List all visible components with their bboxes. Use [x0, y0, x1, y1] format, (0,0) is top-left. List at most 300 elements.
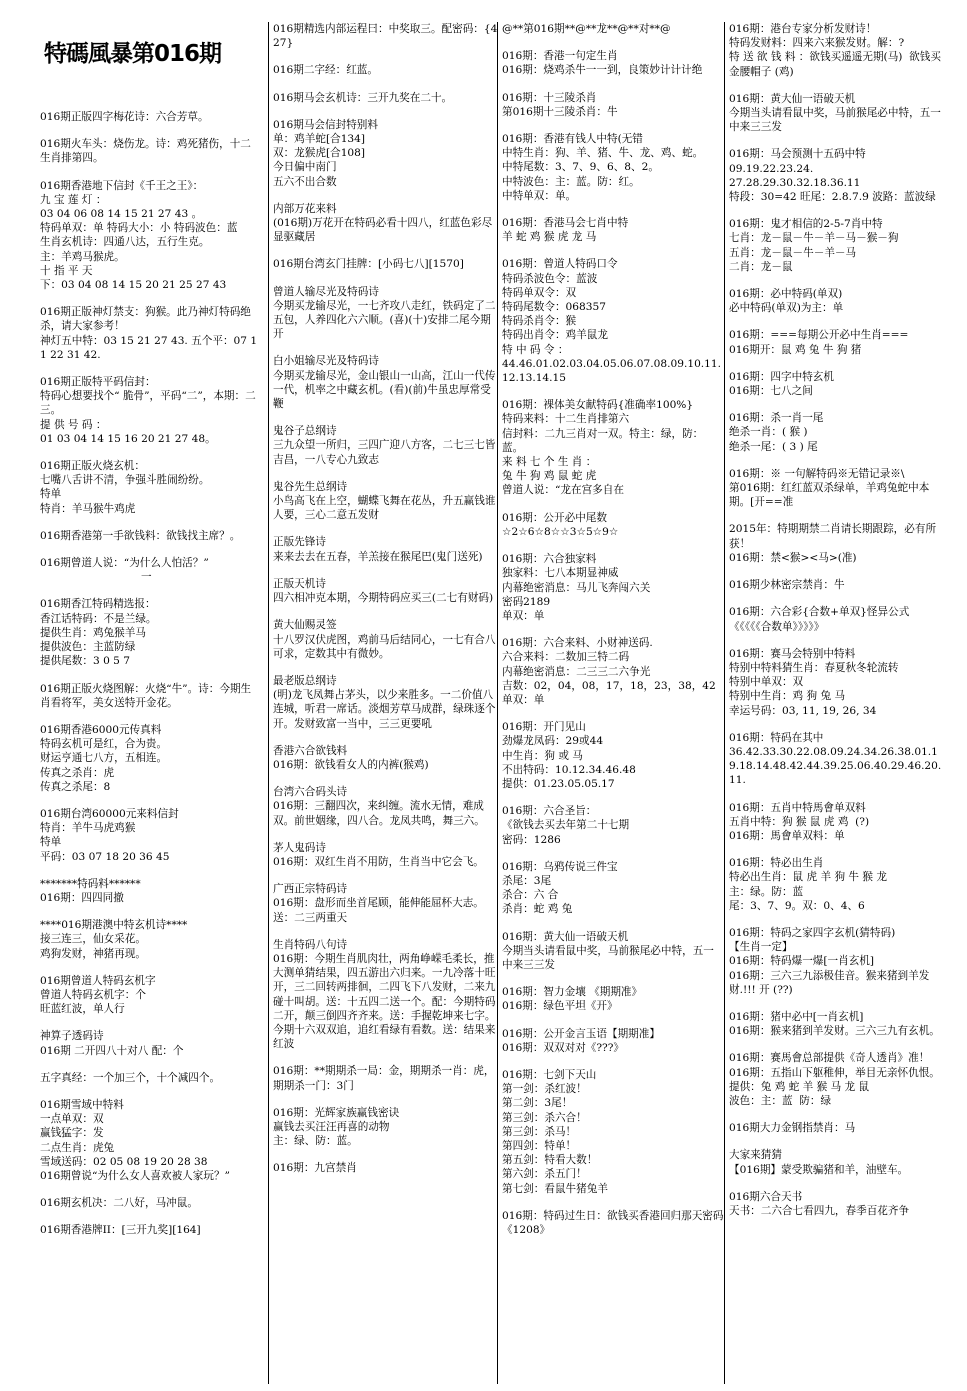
text-line: 独家料：七八本期显神威: [502, 567, 619, 580]
text-block: [273, 257, 499, 271]
text-line: 《《《《《合数单》》》》》: [729, 620, 825, 633]
text-block: [40, 556, 260, 584]
text-block: [729, 605, 947, 633]
text-block: [40, 179, 260, 293]
text-line: 第一剑：杀红波！: [502, 1083, 587, 1096]
text-line: 幸运号码：03, 11, 19, 26, 34: [729, 704, 877, 717]
text-line: 第016期十三陵杀肖：牛: [502, 105, 618, 118]
text-line: 传真之杀肖：虎: [40, 766, 115, 779]
text-line: 雪域送码：02 05 08 19 20 28 38: [40, 1155, 208, 1168]
text-line: 第016期：红红蓝双杀绿单，羊鸡兔蛇中本期。[开==准: [729, 482, 930, 509]
text-line: 白小姐输尽光及特码诗: [273, 355, 379, 368]
text-line: 中特波色：主：蓝。防：红。: [502, 175, 640, 188]
text-line: 09.19.22.23.24.: [729, 162, 814, 175]
text-line: 特别中生肖：鸡 狗 兔 马: [729, 690, 846, 703]
text-line: 来 料 七 个 生 肖 ：: [502, 456, 597, 469]
text-line: 特别中特料猜生肖：春夏秋冬轮流转: [729, 661, 899, 674]
text-line: 第三剑：杀六合！: [502, 1111, 587, 1124]
text-line: 016期：必中特码(单双): [729, 288, 843, 301]
text-line: 今期当头请看鼠中奖，马前猴尾必中特，五一中来三三发: [729, 107, 941, 134]
text-line: 神算子透码诗: [40, 1030, 104, 1043]
text-line: 单双：单: [502, 693, 545, 706]
text-line: 传真之杀尾：8: [40, 780, 111, 793]
text-line: 016期马会信封特别料: [273, 118, 378, 131]
text-line: 016期台湾60000元来料信封: [40, 807, 179, 820]
text-line: 十八罗汉伏虎图，鸡前马后结同心，一七有合八可求，定数其中有微妙。: [273, 633, 496, 660]
text-line: 016期：特码过生日：欲钱买香港回归那天密码《1208》: [502, 1209, 724, 1237]
text-line: 密码：1286: [502, 833, 561, 846]
text-line: 016期正版特平码信封：: [40, 376, 156, 389]
text-line: 提供波色：主蓝防绿: [40, 641, 136, 654]
text-line: 016期：今期生肖肌肉壮，两角峥嵘毛柔长，推大测单猜结果，四五游出六归来。一九冷落十旺开，三二回转两排徊，二四飞下八发财，二来九碰十叫胡。送：十五四二送一个。配：今期特码二开，颠三倒四齐齐来。送：手握乾坤来七字。今期十六双双追，追红看绿有看数。送：结果来红波: [273, 952, 496, 1051]
text-line: 正版天机诗: [273, 577, 326, 590]
text-line: 今期当头请看鼠中奖，马前猴尾必中特，五一中来三三发: [502, 944, 714, 971]
column-blocks: [273, 22, 499, 1176]
text-line: 特段：30=42 旺尾：2.8.7.9 波路：蓝波绿: [729, 191, 936, 204]
text-block: [502, 1027, 724, 1055]
text-line: 016期：特码爆一爆[一肖玄机]: [729, 955, 875, 968]
text-line: 特码玄机可是红，合为贵。: [40, 738, 168, 751]
text-line: 36.42.33.30.22.08.09.24.34.26.38.01.19.18.14.48.42.44.39.25.06.40.29.46.20.11.: [729, 745, 942, 787]
text-block: [40, 459, 260, 516]
text-block: [502, 985, 724, 1013]
text-line: 单双：单: [502, 609, 545, 622]
text-block: [273, 674, 499, 731]
text-line: 三九众望一所归，三四广迎八方客，二七三七皆吉昌，一八专心九致志: [273, 439, 496, 466]
column-3: [497, 22, 724, 1384]
text-line: 波色：主：蓝 防：绿: [729, 1094, 832, 1107]
text-block: [729, 467, 947, 510]
text-line: 不出特码：10.12.34.46.48: [502, 763, 636, 776]
text-line: 016期曾道人特码玄机字: [40, 974, 156, 987]
text-line: 016期：乌鸦传说三件宝: [502, 860, 618, 873]
text-line: 绝杀一肖：( 猴 ): [729, 426, 808, 439]
text-line: 27.28.29.30.32.18.36.11: [729, 176, 861, 189]
text-line: 赢钱去买汪汪再喜的动物: [273, 1120, 390, 1133]
text-line: 曾道人输尽光及特码诗: [273, 285, 379, 298]
text-line: 吉数：02，04，08，17，18，23，38，42: [502, 679, 716, 692]
text-line: 特单: [40, 836, 62, 849]
text-line: 特码尾数令：068357: [502, 301, 607, 314]
text-block: [502, 720, 724, 791]
text-line: 小鸟高飞在上空，蝴蝶飞舞在花丛，升五赢钱谁人要，三心二意五发财: [273, 495, 496, 522]
text-line: ☆2☆6☆8☆☆3☆5☆9☆: [502, 525, 619, 538]
text-block: [273, 202, 499, 245]
text-line: 016期：光辉家族赢钱密诀: [273, 1106, 400, 1119]
text-block: [273, 22, 499, 50]
text-line: 第五剑：特看大数！: [502, 1154, 598, 1167]
text-line: 特码来料：十二生肖排第六: [502, 413, 630, 426]
text-line: @**第016期**@**龙**@**对**@: [502, 23, 671, 35]
text-block: [729, 731, 947, 788]
text-block: [40, 682, 260, 710]
text-block: [502, 636, 724, 707]
text-line: 第三剑：杀马！: [502, 1125, 577, 1138]
text-block: [273, 354, 499, 411]
text-block: [729, 801, 947, 844]
text-line: 016期正版神灯禁支：狗猴。此乃神灯特码绝杀，请大家参考！: [40, 306, 251, 333]
text-block: [273, 1106, 499, 1149]
text-block: [502, 398, 724, 497]
text-line: 2015年：特期期禁二肖请长期跟踪，必有所获！: [729, 523, 937, 550]
column-4: [724, 22, 947, 1384]
text-block: [729, 92, 947, 135]
text-block: [273, 785, 499, 828]
text-block: [273, 938, 499, 1052]
text-line: 016期 二开四八十对八 配：个: [40, 1044, 184, 1057]
text-line: 五肖中特：狗 猴 鼠 虎 鸡 (?): [729, 815, 870, 828]
text-line: 绝杀一尾：( 3 ) 尾: [729, 440, 818, 453]
text-line: 杀尾：3尾: [502, 874, 552, 887]
text-line: 016期：香港一句定生肖: [502, 50, 618, 63]
text-block: [40, 807, 260, 864]
text-line: 特单: [40, 488, 62, 501]
text-block: [502, 22, 724, 36]
text-block: [40, 529, 260, 543]
text-line: 016期少林密宗禁肖：牛: [729, 579, 845, 592]
text-line: 主：羊鸡马猴虎。: [40, 250, 125, 263]
text-line: 016期：杀一肖一尾: [729, 412, 824, 425]
text-line: 中特单双：单。: [502, 189, 577, 202]
text-line: 鬼谷先生总纲诗: [273, 480, 348, 493]
text-line: 正版先锋诗: [273, 536, 326, 549]
text-line: 016期：双双对对《???》: [502, 1041, 625, 1054]
text-line: 016期：曾道人特码口令: [502, 258, 618, 271]
text-line: 016期：公开金言玉语【期期准】: [502, 1027, 660, 1040]
text-block: [273, 1064, 499, 1092]
text-line: 016期正版火烧图解：火烧“牛”。诗：今期生肖看将军，美女送特开金花。: [40, 682, 252, 709]
text-line: 兔 牛 狗 鸡 鼠 蛇 虎: [502, 470, 597, 483]
text-line: 016期：※ 一句解特码※无错记录※\: [729, 467, 905, 480]
text-line: 劲爆龙凤码：29或44: [502, 735, 604, 748]
text-block: [40, 1071, 260, 1085]
text-block: [40, 137, 260, 165]
text-line: 016期：特码在其中: [729, 731, 824, 744]
text-line: 016期：智力金壤 《期期准》: [502, 986, 643, 999]
text-line: 内部万花来料: [273, 202, 337, 215]
text-line: 第二剑：3尾！: [502, 1097, 573, 1110]
text-line: 下：03 04 08 14 15 20 21 25 27 43: [40, 279, 227, 292]
text-block: [273, 841, 499, 869]
text-block: [502, 132, 724, 203]
text-block: [502, 257, 724, 385]
text-line: 中特尾数：3、7、9、6、8、2。: [502, 161, 659, 174]
text-block: [273, 480, 499, 523]
text-line: 016期：盘形而坐首尾顾，能伸能屈杯大志。送：二三两重天: [273, 897, 484, 924]
text-line: 016期：香港有钱人中特(无错: [502, 133, 643, 146]
text-block: [40, 918, 260, 961]
text-line: 016期：三翻四次，来纠缠。流水无情，难成双。前世姻缘，四八合。龙凤共鸣，舞三六。: [273, 800, 485, 827]
text-line: 016期：公开必中尾数: [502, 511, 607, 524]
text-block: [729, 370, 947, 398]
text-line: 016期台湾玄门挂牌：[小码七八][1570]: [273, 258, 464, 271]
text-line: 一点单双：双: [40, 1113, 104, 1126]
text-line: ****016期港澳中特玄机诗****: [40, 919, 188, 932]
text-block: [729, 926, 947, 997]
text-line: 016期：双红生肖不用防，生肖当中它会飞。: [273, 855, 484, 868]
text-block: [729, 856, 947, 913]
text-line: 016期：禁<猴><马>(准): [729, 551, 857, 564]
column-blocks: [502, 22, 724, 1237]
text-block: [273, 577, 499, 605]
text-block: [502, 804, 724, 847]
text-line: 016期：绿色平坦《开》: [502, 1000, 618, 1013]
text-line: 016期：开门见山: [502, 721, 586, 734]
text-line: 特码杀波色令：蓝波: [502, 272, 598, 285]
text-line: 016期：===每期公开必中生肖===: [729, 329, 909, 342]
text-line: 016期曾说“为什么女人喜欢被人家玩？”: [40, 1169, 230, 1182]
text-block: [502, 91, 724, 119]
text-line: 016期香港第一手欲钱料：欲钱找主席？。: [40, 529, 241, 542]
text-line: 曾道人说：“龙在宫多自在: [502, 484, 624, 497]
text-line: 016期：猪中必中[一肖玄机]: [729, 1010, 864, 1023]
text-line: 天书：二六合七看四九，春季百花齐争: [729, 1205, 910, 1217]
text-line: 生肖特码八句诗: [273, 938, 348, 951]
text-line: 016期：六合来料、小财神送码.: [502, 637, 653, 650]
text-line: 杀合：六 合: [502, 889, 559, 902]
text-line: 第七剑：看鼠牛猪兔羊: [502, 1182, 608, 1195]
text-line: 内幕绝密消息：二三三二六争光: [502, 665, 651, 678]
text-block: [40, 305, 260, 362]
text-line: 单：鸡羊蛇[合134]: [273, 133, 366, 146]
text-block: [502, 552, 724, 623]
text-block: [273, 618, 499, 661]
column-blocks: [729, 22, 947, 1218]
text-line: 广西正宗特码诗: [273, 883, 348, 896]
text-block: [729, 1121, 947, 1135]
text-line: 03 04 06 08 14 15 21 27 43 。: [40, 208, 203, 221]
text-line: 特必出生肖：鼠 虎 羊 狗 牛 猴 龙: [729, 871, 887, 884]
text-line: 016期：特码之家四字玄机(猜特码): [729, 926, 896, 939]
text-line: 特 中 码 令 ：: [502, 343, 569, 356]
text-line: 二点生肖：虎兔: [40, 1141, 115, 1154]
text-block: [273, 118, 499, 189]
text-line: 016期：港台专家分析发财诗！: [729, 23, 877, 35]
text-line: 赢钱猛字：发: [40, 1127, 104, 1140]
text-block: [273, 1161, 499, 1175]
text-line: 特别中单双：双: [729, 676, 804, 689]
text-line: 《欲钱去买去年第二十七期: [502, 819, 630, 832]
text-line: 旺蓝红波，单人行: [40, 1003, 125, 1016]
text-block: [40, 1098, 260, 1183]
text-line: 016期：六合独家料: [502, 553, 597, 566]
text-line: 016期雪域中特料: [40, 1098, 124, 1111]
text-line: 016期：黄大仙一语破天机: [502, 930, 629, 943]
text-line: 016期二字经：红蓝。: [273, 64, 378, 77]
text-block: [729, 147, 947, 204]
text-block: [40, 877, 260, 905]
text-block: [273, 91, 499, 105]
text-block: [40, 1196, 260, 1210]
text-block: [502, 49, 724, 77]
text-line: 016期曾道人说：“为什么人怕活？”: [40, 557, 209, 570]
text-line: 生肖玄机诗：四通八达，五行生克。: [40, 236, 210, 249]
text-line: (明)龙飞凤舞占茅头，以少来胜多。一二价值八连城，听君一席话。淡烟芳草马成群，绿珠逐个开。发财致富一当中，三三更要吼: [273, 689, 496, 730]
text-block: [502, 860, 724, 917]
text-line: 大家来猜猜: [729, 1149, 782, 1162]
text-line: 016期火车头：烧伤龙。诗：鸡死猪伤，十二生肖排第四。: [40, 138, 251, 165]
text-block: [40, 974, 260, 1017]
text-block: [729, 578, 947, 592]
text-line: 016期开：鼠 鸡 兔 牛 狗 猪: [729, 343, 862, 356]
text-line: 【生肖一定】: [729, 941, 793, 954]
text-line: 羊 蛇 鸡 猴 虎 龙 马: [502, 231, 597, 244]
text-block: [729, 522, 947, 565]
text-line: 九 宝 莲 灯 ：: [40, 193, 107, 206]
text-line: 016期：猴来猪到羊发财。三六三九有玄机。: [729, 1025, 940, 1038]
text-line: 鬼谷子总纲诗: [273, 425, 337, 438]
text-block: [729, 22, 947, 79]
text-line: 提供：01.23.05.05.17: [502, 777, 615, 790]
text-line: 财运亨通七八方，五相连。: [40, 752, 168, 765]
text-block: [273, 535, 499, 563]
text-line: 44.46.01.02.03.04.05.06.07.08.09.10.11.12.13.14.15: [502, 357, 722, 385]
text-block: [502, 1068, 724, 1196]
text-line: 016期：三六三九添极佳音。猴来猪到羊发财.!!! 开 (??): [729, 969, 930, 996]
text-line: 第六剑：杀五门！: [502, 1168, 587, 1181]
text-line: 016期：烧鸡杀牛一一到，良策妙计计计绝: [502, 64, 703, 77]
text-block: [273, 424, 499, 467]
text-line: *******特码料******: [40, 877, 141, 890]
text-line: 密码2189: [502, 595, 551, 608]
text-block: [40, 597, 260, 668]
text-line: 016期：裸体美女献特码{准确率100%}: [502, 399, 694, 412]
text-block: [40, 1029, 260, 1057]
page-title: 特碼風暴第016期: [44, 41, 222, 67]
text-line: 曾道人特码玄机字：个: [40, 988, 146, 1001]
text-line: 016期香港地下信封《千王之王》：: [40, 179, 204, 192]
text-line: 双：龙猴虎[合108]: [273, 147, 366, 160]
text-line: 杀肖：蛇 鸡 兔: [502, 903, 573, 916]
text-block: [729, 1010, 947, 1038]
text-block: [40, 110, 260, 124]
text-line: 01 03 04 14 15 16 20 21 27 48。: [40, 432, 216, 445]
text-line: 016期：赛馬會总部提供《奇人透肖》准！: [729, 1052, 930, 1065]
text-block: [273, 63, 499, 77]
text-line: 016期：黄大仙一语破天机: [729, 92, 856, 105]
text-line: 提 供 号 码 ：: [40, 418, 107, 431]
text-line: 今期买龙输尽光，一七齐攻八走红，铁码定了二五包，人养四化六六顺。(喜)(十)安排二尾今期开: [273, 299, 496, 341]
text-line: 特肖：羊马猴牛鸡虎: [40, 502, 136, 515]
text-line: 016期玄机决：二八好，马冲鼠。: [40, 1197, 198, 1210]
text-line: 十 指 平 天: [40, 264, 93, 277]
text-line: 来来去去在五春，羊羔接在猴尾巴(鬼门送死): [273, 550, 483, 563]
text-line: 016期：七剑下天山: [502, 1068, 597, 1081]
column-2: [268, 22, 499, 1384]
text-line: 016期：特必出生肖: [729, 857, 824, 870]
text-line: 016期：欲钱看女人的内裤(猴鸡): [273, 758, 429, 771]
text-line: 第四剑：特单！: [502, 1140, 577, 1152]
text-line: 提供：兔 鸡 蛇 羊 猴 马 龙 鼠: [729, 1080, 870, 1093]
text-line: 016期香江特码精选报：: [40, 598, 156, 611]
text-line: 016期：五肖中特馬會单双料: [729, 801, 866, 814]
text-line: 016期：马会预测十五码中特: [729, 148, 866, 161]
text-line: 016期：六合圣旨：: [502, 805, 597, 818]
text-line: 特肖：羊牛马虎鸡猴: [40, 822, 136, 835]
text-block: [273, 744, 499, 772]
text-block: [40, 1223, 260, 1237]
text-line: 四六相冲克本期，今期特码应买三(二七有财码): [273, 592, 494, 605]
text-line: 特码出肖令：鸡羊鼠龙: [502, 329, 608, 342]
text-line: 七肖：龙－鼠－牛－羊－马－猴－狗: [729, 232, 899, 245]
column-blocks: [40, 110, 260, 1238]
text-line: 接三连三，仙女采花。: [40, 933, 146, 946]
text-block: [729, 1051, 947, 1108]
text-line: 特 送 欲 钱 料 ：欲钱买遥遥无期(马) 欲钱买金腰帽子 (鸡): [729, 51, 941, 78]
text-line: 七嘴八舌讲不清，争强斗胜闹纷纷。: [40, 474, 210, 487]
text-line: (016期)万花开在特码必看十四八，红蓝色彩尽显驱藏居: [273, 217, 493, 244]
text-line: 香江话特码：不是兰绿。: [40, 612, 157, 625]
text-block: [273, 285, 499, 342]
text-line: 【016期】蒙受欺骗猪和羊，油壁车。: [729, 1163, 909, 1176]
text-line: 016期香港牌II：[三开九奖][164]: [40, 1224, 201, 1237]
text-block: [729, 411, 947, 454]
text-line: 中生肖：狗 或 马: [502, 749, 583, 762]
text-line: 016期大力金钢指禁肖：马: [729, 1122, 856, 1135]
text-line: 016期：七八之间: [729, 385, 813, 398]
text-line: 五肖：龙－鼠－牛－羊－马: [729, 246, 857, 259]
text-line: 016期：十三陵杀肖: [502, 91, 597, 104]
text-line: 香港六合欲钱料: [273, 744, 348, 757]
text-block: [502, 1209, 724, 1237]
text-block: [40, 723, 260, 794]
text-line: 神灯五中特：03 15 21 27 43. 五个平：07 11 22 31 42.: [40, 334, 258, 361]
text-block: [502, 511, 724, 539]
text-block: [729, 217, 947, 274]
text-line: 016期六合天书: [729, 1190, 803, 1203]
text-line: 黄大仙赐灵签: [273, 619, 337, 632]
text-line: 016期：香港马会七肖中特: [502, 217, 629, 230]
text-line: 016期：五指山下躯稚伸，举目无亲怀仇恨。: [729, 1066, 940, 1079]
text-line: 016期：鬼才相信的2-5-7肖中特: [729, 218, 883, 231]
text-line: 主：绿。防：蓝: [729, 885, 804, 898]
text-line: 特码心想要找个“ 脆骨”，平码“二”，本期：二三。: [40, 390, 256, 417]
text-line: 鸡狗发财，神猪再现。: [40, 947, 146, 960]
text-line: 信封料：二九三肖对一双。特主：绿，防：蓝。: [502, 427, 704, 454]
text-line: 特码单双令：双: [502, 286, 577, 299]
text-line: 016期：四字中特玄机: [729, 370, 834, 383]
text-line: 五六不出合数: [273, 175, 337, 188]
text-line: 今日偏中南门: [273, 161, 337, 174]
text-line: 六合来料：二数加三特二码: [502, 651, 630, 664]
text-line: 特码杀肖令：猴: [502, 315, 577, 328]
text-block: [729, 287, 947, 315]
text-block: [502, 930, 724, 973]
text-block: [40, 375, 260, 446]
text-block: [502, 216, 724, 244]
text-line: 提供生肖：鸡兔猴羊马: [40, 626, 146, 639]
text-block: [273, 882, 499, 925]
text-line: 016期马会玄机诗：三开九奖在二十。: [273, 91, 453, 104]
text-block: [729, 1190, 947, 1218]
text-line: 二肖：龙－鼠: [729, 260, 793, 273]
text-line: 016期：**期期杀一局：金，期期杀一肖：虎，期期杀一门：3门: [273, 1065, 495, 1092]
text-line: 016期：九宫禁肖: [273, 1162, 357, 1175]
text-line: 016期：赛马会特别中特料: [729, 647, 856, 660]
text-line: 茅人鬼码诗: [273, 841, 326, 854]
text-line: 必中特码(单双)为主：单: [729, 302, 844, 315]
text-line: 特码单双：单 特码大小：小 特码波色：蓝: [40, 222, 238, 235]
text-block: [729, 328, 947, 356]
text-line: 016期精选内部运程曰：中奖取三。配密码：{427}: [273, 23, 498, 50]
text-line: 主：绿、防：蓝。: [273, 1135, 358, 1148]
text-line: 台湾六合码头诗: [273, 786, 348, 799]
text-line: 016期正版四字梅花诗：六合芳草。: [40, 111, 209, 123]
text-line: 016期正版火烧玄机：: [40, 460, 145, 473]
text-line: 特码发财料：四来六来猴发财。解：?: [729, 37, 905, 50]
text-line: 016期：四四同撤: [40, 891, 124, 904]
text-line: 尾：3、7、9。双：0、4、6: [729, 899, 865, 912]
